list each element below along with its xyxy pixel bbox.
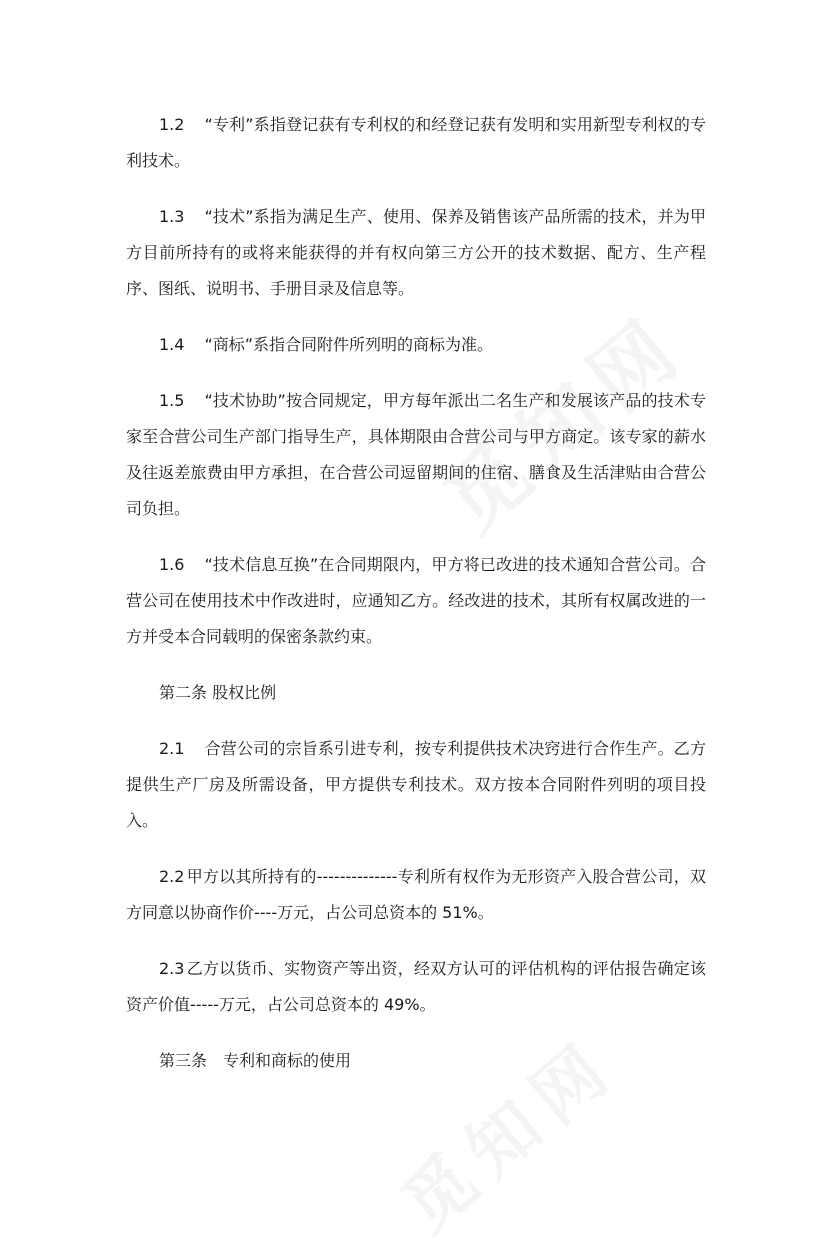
clause-text: “商标”系指合同附件所列明的商标为准。 [204, 335, 494, 354]
clause-number: 2.1 [159, 739, 185, 758]
clause-text: “技术信息互换”在合同期限内，甲方将已改进的技术通知合营公司。合营公司在使用技术中作改进时，应通知乙方。经改进的技术，其所有权属改进的一方并受本合同载明的保密条款约束。 [126, 555, 706, 646]
clause-number: 2.3 [159, 959, 185, 978]
clause-number: 1.5 [159, 391, 185, 410]
clause-number: 2.2 [159, 867, 185, 886]
clause-1-6 [126, 547, 706, 655]
clause-text: “技术”系指为满足生产、使用、保养及销售该产品所需的技术，并为甲方目前所持有的或将来能获得的并有权向第三方公开的技术数据、配方、生产程序、图纸、说明书、手册目录及信息等。 [126, 207, 706, 298]
document-body [126, 107, 706, 1099]
clause-text: 甲方以其所持有的--------------专利所有权作为无形资产入股合营公司，双方同意以协商作价----万元，占公司总资本的 51%。 [126, 867, 706, 922]
clause-text: 乙方以货币、实物资产等出资，经双方认可的评估机构的评估报告确定该资产价值-----万元，占公司总资本的 49%。 [126, 959, 706, 1014]
clause-number: 1.4 [159, 335, 185, 354]
clause-text: “技术协助”按合同规定，甲方每年派出二名生产和发展该产品的技术专家至合营公司生产部门指导生产，具体期限由合营公司与甲方商定。该专家的薪水及往返差旅费由甲方承担，在合营公司逗留期间的住宿、膳食及生活津贴由合营公司负担。 [126, 391, 706, 518]
article-2-heading: 第二条 股权比例 [159, 683, 277, 702]
article-3-heading: 第三条 专利和商标的使用 [159, 1051, 352, 1070]
clause-2-3 [126, 951, 706, 1023]
clause-2-1 [126, 731, 706, 839]
clause-1-5 [126, 383, 706, 527]
clause-number: 1.2 [159, 115, 185, 134]
clause-1-4 [126, 327, 706, 363]
clause-1-3 [126, 199, 706, 307]
clause-text: 合营公司的宗旨系引进专利，按专利提供技术决窍进行合作生产。乙方提供生产厂房及所需设备，甲方提供专利技术。双方按本合同附件列明的项目投入。 [126, 739, 706, 830]
clause-2-2 [126, 859, 706, 931]
clause-number: 1.3 [159, 207, 185, 226]
clause-1-2 [126, 107, 706, 179]
clause-text: “专利”系指登记获有专利权的和经登记获有发明和实用新型专利权的专利技术。 [126, 115, 706, 170]
clause-number: 1.6 [159, 555, 185, 574]
